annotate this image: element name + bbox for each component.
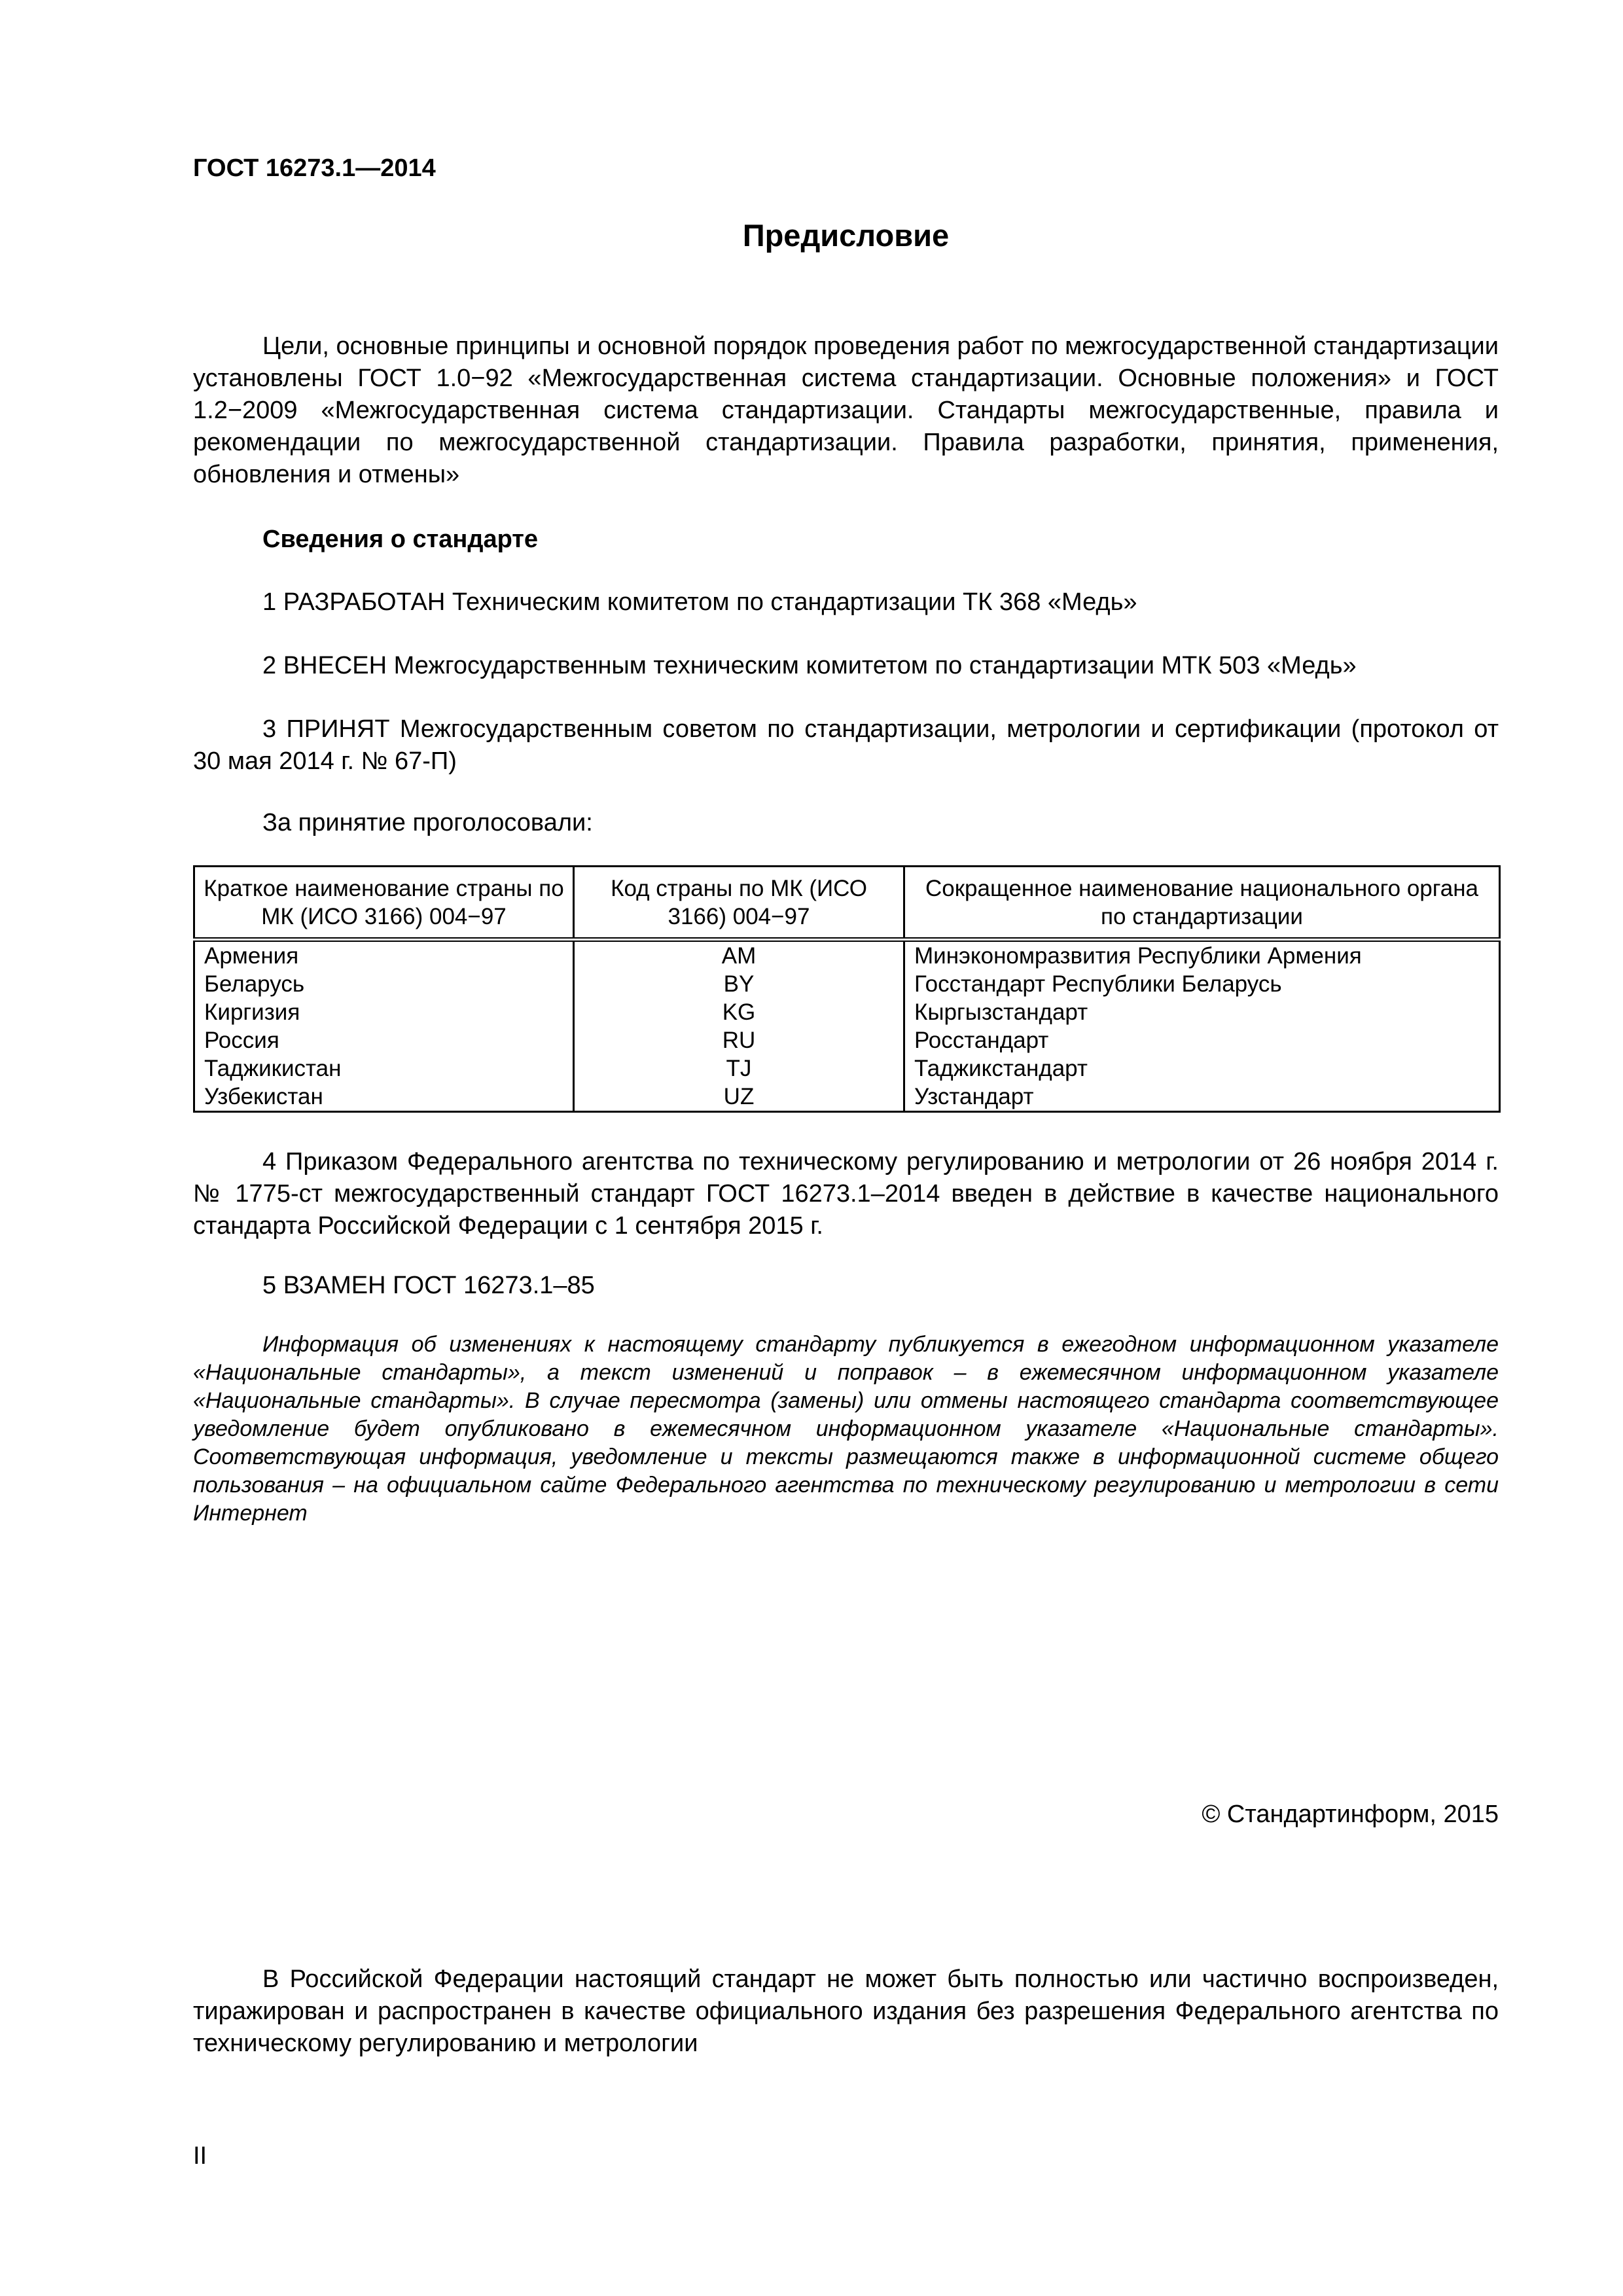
country-cell: Россия	[194, 1026, 574, 1054]
country-cell: Армения	[194, 940, 574, 971]
column-header-country: Краткое наименование страны по МК (ИСО 3166) 004−97	[194, 867, 574, 940]
code-cell: UZ	[574, 1083, 904, 1112]
body-cell: Таджикстандарт	[904, 1054, 1500, 1083]
table-row	[194, 970, 1500, 998]
code-cell: RU	[574, 1026, 904, 1054]
body-cell: Узстандарт	[904, 1083, 1500, 1112]
member-states-table	[193, 865, 1501, 1113]
intro-paragraph: Цели, основные принципы и основной порядок проведения работ по межгосударственной стандартизации установлены ГОСТ 1.0−92 «Межгосударственная система стандартизации. Основные положения» и ГОСТ 1.2−2009 «Межгосударственная система стандартизации. Стандарты межгосударственные, правила и рекомендации по межгосударственной стандартизации. Правила разработки, принятия, применения, обновления и отмены»	[193, 332, 1499, 488]
table-row	[194, 940, 1500, 971]
code-cell: AM	[574, 940, 904, 971]
body-cell: Госстандарт Республики Беларусь	[904, 970, 1500, 998]
country-cell: Узбекистан	[194, 1083, 574, 1112]
column-header-code: Код страны по МК (ИСО 3166) 004−97	[574, 867, 904, 940]
table-header-row	[194, 867, 1500, 940]
body-cell: Минэкономразвития Республики Армения	[904, 940, 1500, 971]
reproduction-notice: В Российской Федерации настоящий стандарт не может быть полностью или частично воспроизведен, тиражирован и распространен в качестве официального издания без разрешения Федерального агентства по техническому регулированию и метрологии	[193, 1965, 1499, 2057]
item-adopted: 3 ПРИНЯТ Межгосударственным советом по стандартизации, метрологии и сертификации (протокол от 30 мая 2014 г. № 67-П)	[193, 715, 1499, 775]
item-enacted: 4 Приказом Федерального агентства по техническому регулированию и метрологии от 26 ноября 2014 г. № 1775-ст межгосударственный стандарт ГОСТ 16273.1–2014 введен в действие в качестве национального стандарта Российской Федерации с 1 сентября 2015 г.	[193, 1148, 1499, 1240]
country-cell: Киргизия	[194, 998, 574, 1026]
body-cell: Кыргызстандарт	[904, 998, 1500, 1026]
page-number: II	[193, 2142, 207, 2170]
column-header-body: Сокращенное наименование национального органа по стандартизации	[904, 867, 1500, 940]
item-replaces: 5 ВЗАМЕН ГОСТ 16273.1–85	[262, 1272, 595, 1299]
body-cell: Росстандарт	[904, 1026, 1500, 1054]
copyright-notice: © Стандартинформ, 2015	[1202, 1801, 1499, 1828]
table-row	[194, 1054, 1500, 1083]
country-cell: Таджикистан	[194, 1054, 574, 1083]
document-code: ГОСТ 16273.1—2014	[193, 154, 436, 182]
info-note: Информация об изменениях к настоящему стандарту публикуется в ежегодном информационном указателе «Национальные стандарты», а текст изменений и поправок – в ежемесячном информационном указателе «Национальные стандарты». В случае пересмотра (замены) или отмены настоящего стандарта соответствующее уведомление будет опубликовано в ежемесячном информационном указателе «Национальные стандарты». Соответствующая информация, уведомление и тексты размещаются также в информационной системе общего пользования – на официальном сайте Федерального агентства по техническому регулированию и метрологии в сети Интернет	[193, 1332, 1499, 1526]
code-cell: KG	[574, 998, 904, 1026]
item-submitted: 2 ВНЕСЕН Межгосударственным техническим комитетом по стандартизации МТК 503 «Медь»	[262, 652, 1357, 679]
table-row	[194, 998, 1500, 1026]
page-title: Предисловие	[742, 218, 950, 253]
table-row	[194, 1026, 1500, 1054]
voted-label: За принятие проголосовали:	[262, 809, 593, 836]
country-cell: Беларусь	[194, 970, 574, 998]
table-row	[194, 1083, 1500, 1112]
code-cell: BY	[574, 970, 904, 998]
item-developed: 1 РАЗРАБОТАН Техническим комитетом по стандартизации ТК 368 «Медь»	[262, 588, 1137, 616]
code-cell: TJ	[574, 1054, 904, 1083]
section-heading: Сведения о стандарте	[262, 526, 539, 553]
